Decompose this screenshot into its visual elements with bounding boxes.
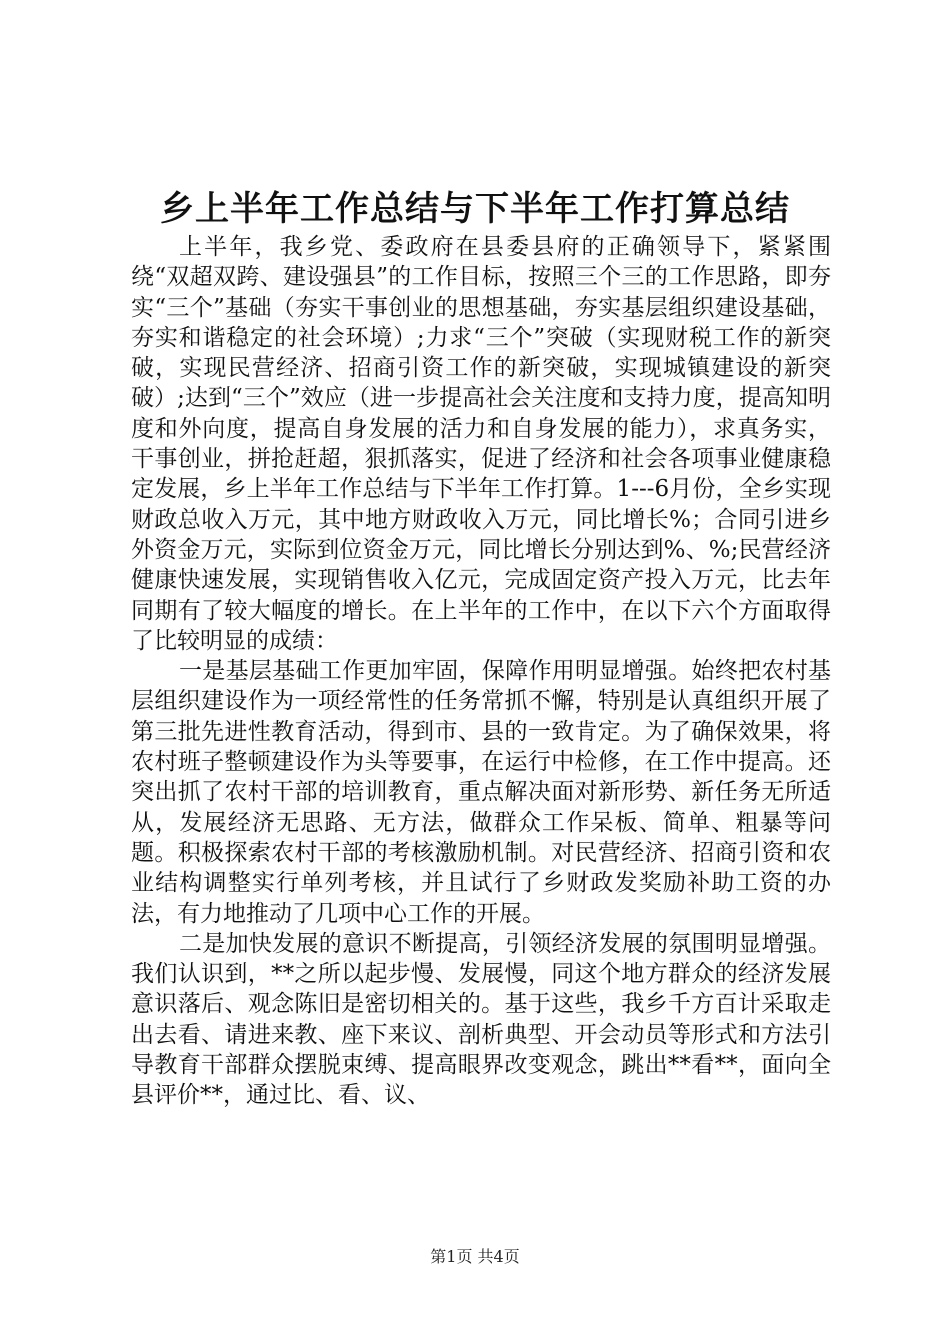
document-body [131,232,831,1111]
paragraph-point-two: 二是加快发展的意识不断提高，引领经济发展的氛围明显增强。我们认识到，**之所以起步慢、发展慢，同这个地方群众的经济发展意识落后、观念陈旧是密切相关的。基于这些，我乡千方百计采取走出去看、请进来教、座下来议、剖析典型、开会动员等形式和方法引导教育干部群众摆脱束缚、提高眼界改变观念，跳出**看**，面向全县评价**，通过比、看、议、 [131,930,831,1109]
paragraph-intro: 上半年，我乡党、委政府在县委县府的正确领导下，紧紧围绕“双超双跨、建设强县”的工作目标，按照三个三的工作思路，即夯实“三个”基础（夯实干事创业的思想基础，夯实基层组织建设基础，夯实和谐稳定的社会环境）;力求“三个”突破（实现财税工作的新突破，实现民营经济、招商引资工作的新突破，实现城镇建设的新突破）;达到“三个”效应（进一步提高社会关注度和支持力度，提高知明度和外向度，提高自身发展的活力和自身发展的能力），求真务实，干事创业，拼抢赶超，狠抓落实，促进了经济和社会各项事业健康稳定发展，乡上半年工作总结与下半年工作打算。1---6月份，全乡实现财政总收入万元，其中地方财政收入万元，同比增长%；合同引进乡外资金万元，实际到位资金万元，同比增长分别达到%、%;民营经济健康快速发展，实现销售收入亿元，完成固定资产投入万元，比去年同期有了较大幅度的增长。在上半年的工作中，在以下六个方面取得了比较明显的成绩： [131,234,831,654]
document-title: 乡上半年工作总结与下半年工作打算总结 [160,189,790,229]
page-number-footer: 第1页 共4页 [430,1247,520,1266]
paragraph-point-one: 一是基层基础工作更加牢固，保障作用明显增强。始终把农村基层组织建设作为一项经常性的任务常抓不懈，特别是认真组织开展了第三批先进性教育活动，得到市、县的一致肯定。为了确保效果，将农村班子整顿建设作为头等要事，在运行中检修，在工作中提高。还突出抓了农村干部的培训教育，重点解决面对新形势、新任务无所适从，发展经济无思路、无方法，做群众工作呆板、简单、粗暴等问题。积极探索农村干部的考核激励机制。对民营经济、招商引资和农业结构调整实行单列考核，并且试行了乡财政发奖励补助工资的办法，有力地推动了几项中心工作的开展。 [131,658,831,927]
